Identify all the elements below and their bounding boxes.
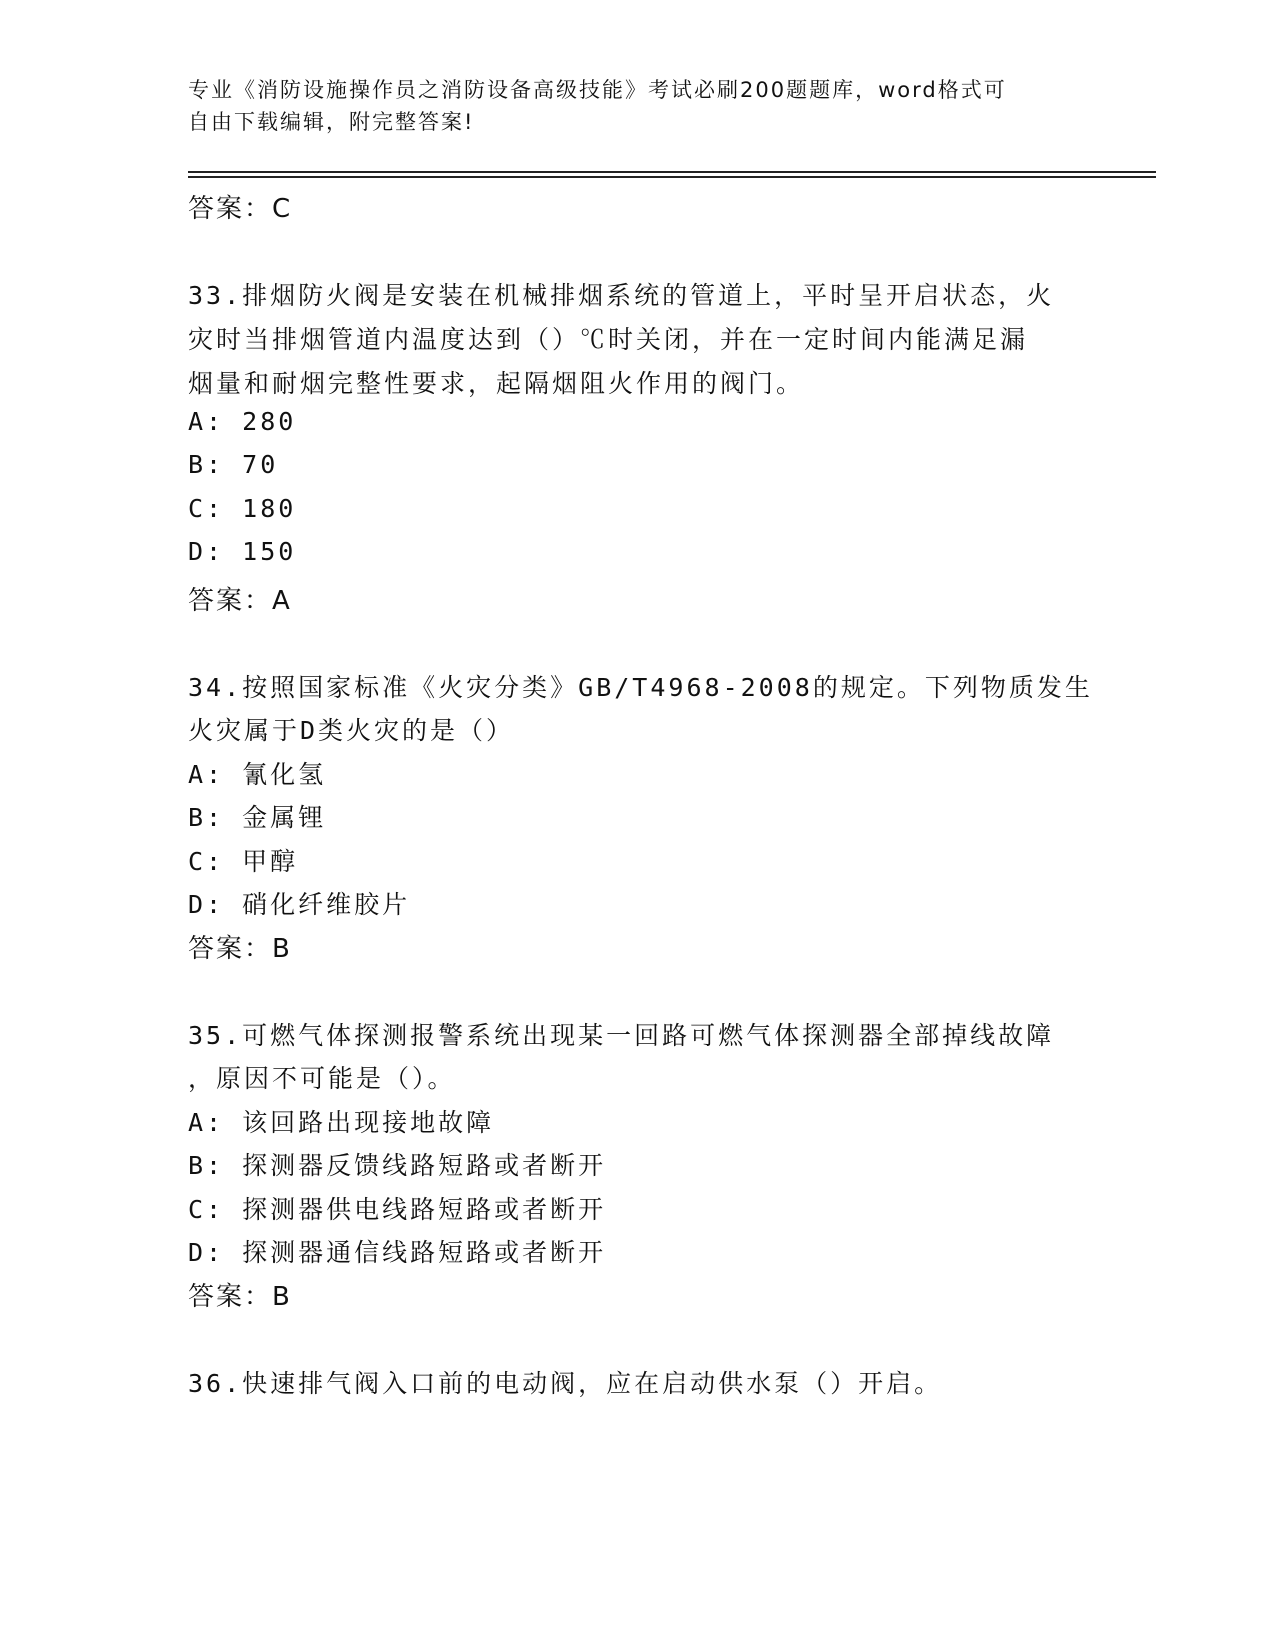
q33-option-d: D: 150 <box>188 537 297 566</box>
q34-stem-line-1: 34.按照国家标准《火灾分类》GB/T4968-2008的规定。下列物质发生 <box>188 673 1093 702</box>
q33-option-b: B: 70 <box>188 450 279 479</box>
q34-option-c: C: 甲醇 <box>188 847 299 876</box>
q35-option-c: C: 探测器供电线路短路或者断开 <box>188 1195 607 1224</box>
q35-answer: 答案：B <box>188 1282 292 1312</box>
q33-option-c: C: 180 <box>188 494 297 523</box>
q34-answer: 答案：B <box>188 934 292 964</box>
q35-option-a: A: 该回路出现接地故障 <box>188 1108 495 1137</box>
document-header-line-1: 专业《消防设施操作员之消防设备高级技能》考试必刷200题题库，word格式可 <box>188 78 1007 102</box>
q35-option-d: D: 探测器通信线路短路或者断开 <box>188 1238 607 1267</box>
q36-stem-line-1: 36.快速排气阀入口前的电动阀，应在启动供水泵（）开启。 <box>188 1369 943 1398</box>
q34-option-b: B: 金属锂 <box>188 803 327 832</box>
q33-stem-line-1: 33.排烟防火阀是安装在机械排烟系统的管道上，平时呈开启状态，火 <box>188 281 1055 310</box>
q35-stem-line-1: 35.可燃气体探测报警系统出现某一回路可燃气体探测器全部掉线故障 <box>188 1021 1055 1050</box>
q33-answer: 答案：A <box>188 586 292 616</box>
q33-option-a: A: 280 <box>188 407 297 436</box>
answer-q32: 答案：C <box>188 194 293 224</box>
header-divider-bottom <box>188 176 1156 178</box>
q33-stem-line-3: 烟量和耐烟完整性要求，起隔烟阻火作用的阀门。 <box>188 369 805 398</box>
q34-option-d: D: 硝化纤维胶片 <box>188 890 411 919</box>
q34-option-a: A: 氰化氢 <box>188 760 327 789</box>
q33-stem-line-2: 灾时当排烟管道内温度达到（）℃时关闭，并在一定时间内能满足漏 <box>188 325 1029 354</box>
document-header-line-2: 自由下载编辑，附完整答案! <box>188 110 475 134</box>
q34-stem-line-2: 火灾属于D类火灾的是（） <box>188 716 515 745</box>
q35-stem-line-2: ，原因不可能是（）。 <box>188 1064 456 1093</box>
q35-option-b: B: 探测器反馈线路短路或者断开 <box>188 1151 607 1180</box>
header-divider-top <box>188 171 1156 173</box>
